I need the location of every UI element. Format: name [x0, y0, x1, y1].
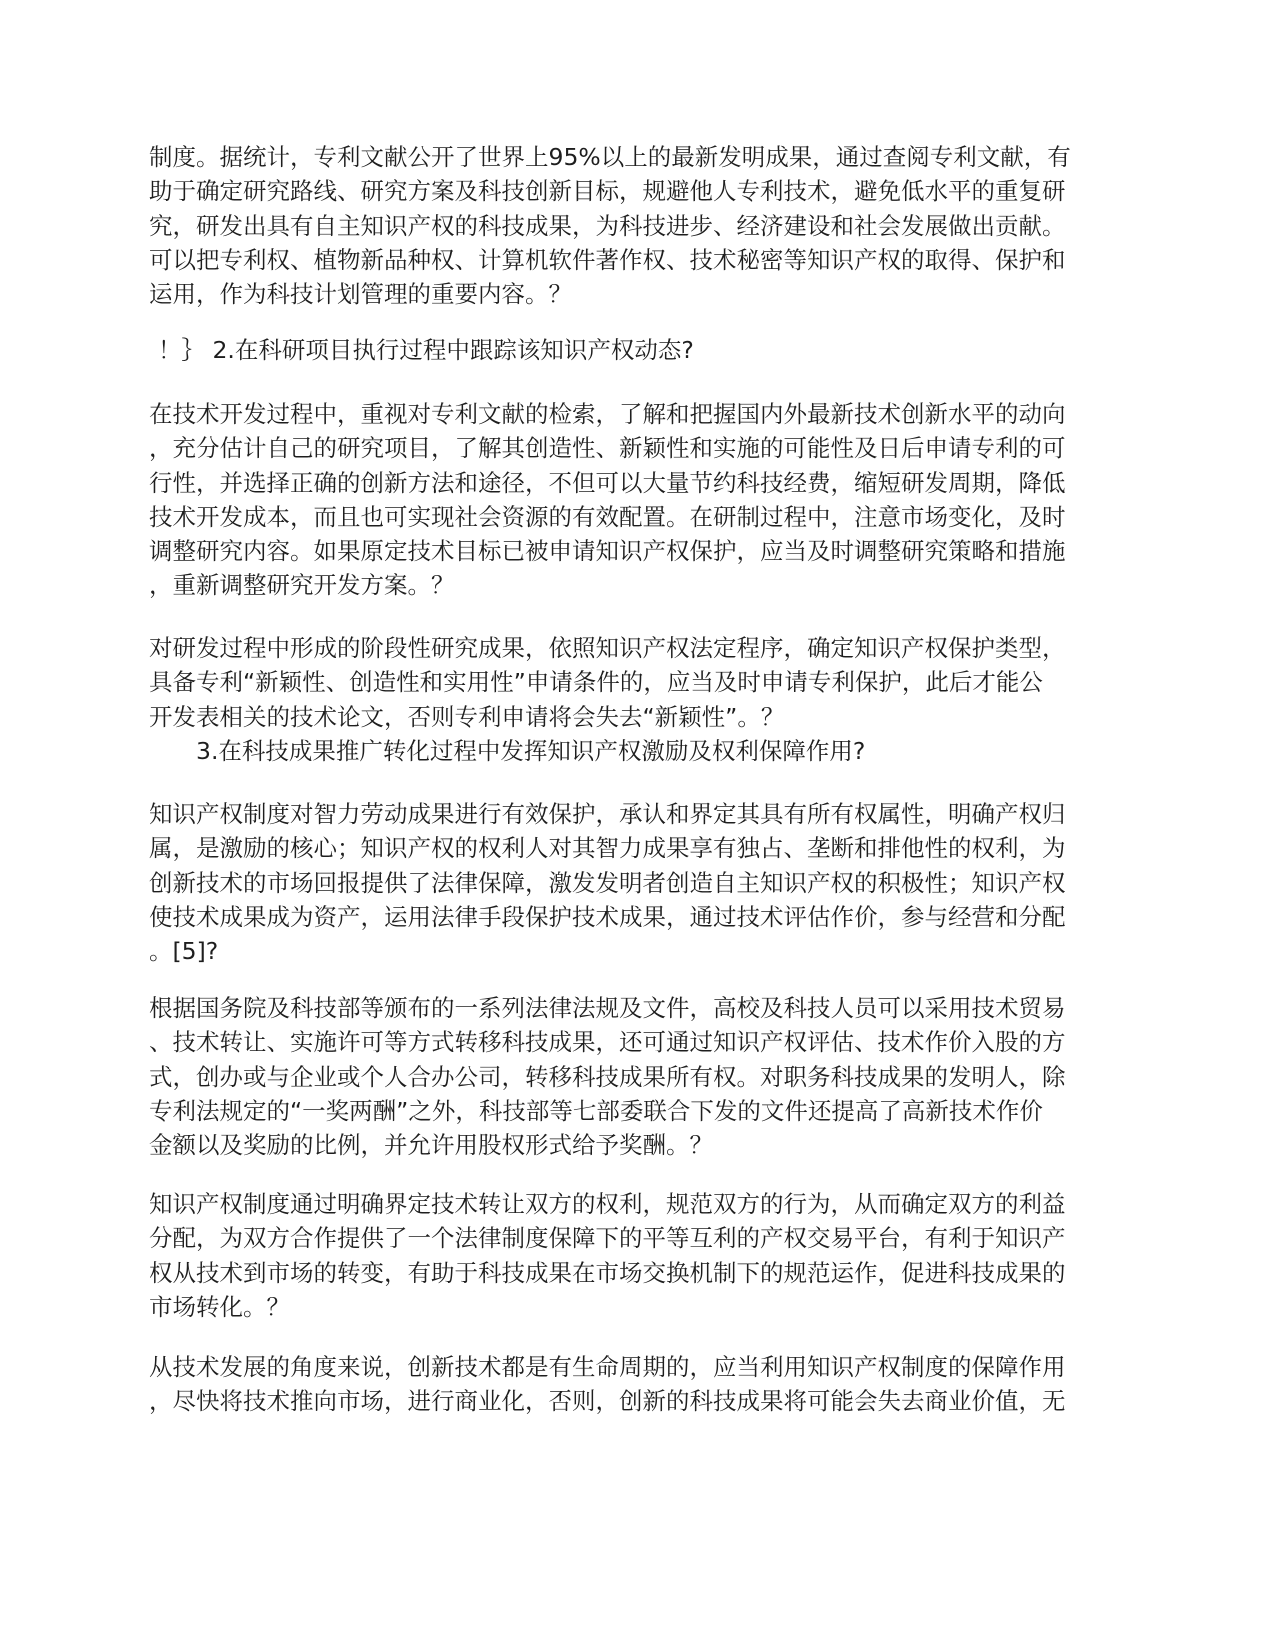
- text-line: 。[5]?: [149, 937, 219, 966]
- text-line: ，充分估计自己的研究项目，了解其创造性、新颖性和实施的可能性及日后申请专利的可: [149, 434, 1066, 463]
- text-line: 制度。据统计，专利文献公开了世界上95%以上的最新发明成果，通过查阅专利文献，有: [149, 143, 1071, 171]
- heading-line: 3.在科技成果推广转化过程中发挥知识产权激励及权利保障作用?: [196, 737, 866, 765]
- paragraph: [149, 140, 1119, 311]
- text-line: 运用，作为科技计划管理的重要内容。？: [149, 280, 572, 309]
- text-line: 对研发过程中形成的阶段性研究成果，依照知识产权法定程序，确定知识产权保护类型，: [149, 634, 1066, 662]
- paragraph: [149, 797, 1119, 968]
- text-line: 专利法规定的“一奖两酬”之外，科技部等七部委联合下发的文件还提高了高新技术作价: [149, 1096, 1043, 1125]
- text-line: 属，是激励的核心；知识产权的权利人对其智力成果享有独占、垄断和排他性的权利，为: [149, 834, 1066, 863]
- section-heading: [158, 333, 1128, 367]
- text-line: 调整研究内容。如果原定技术目标已被申请知识产权保护，应当及时调整研究策略和措施: [149, 537, 1066, 566]
- paragraph: [149, 1350, 1119, 1419]
- text-line: 知识产权制度通过明确界定技术转让双方的权利，规范双方的行为，从而确定双方的利益: [149, 1190, 1066, 1218]
- text-line: 式，创办或与企业或个人合办公司，转移科技成果所有权。对职务科技成果的发明人，除: [149, 1062, 1066, 1091]
- heading-line: ！｝ 2.在科研项目执行过程中跟踪该知识产权动态?: [158, 336, 694, 364]
- text-line: 创新技术的市场回报提供了法律保障，激发发明者创造自主知识产权的积极性；知识产权: [149, 868, 1066, 897]
- text-line: 根据国务院及科技部等颁布的一系列法律法规及文件，高校及科技人员可以采用技术贸易: [149, 994, 1066, 1022]
- paragraph: [149, 991, 1119, 1162]
- text-line: ，尽快将技术推向市场，进行商业化，否则，创新的科技成果将可能会失去商业价值，无: [149, 1387, 1066, 1416]
- text-line: 从技术发展的角度来说，创新技术都是有生命周期的，应当利用知识产权制度的保障作用: [149, 1353, 1066, 1381]
- text-line: 究，研发出具有自主知识产权的科技成果，为科技进步、经济建设和社会发展做出贡献。: [149, 211, 1066, 240]
- text-line: 行性，并选择正确的创新方法和途径，不但可以大量节约科技经费，缩短研发周期，降低: [149, 468, 1066, 497]
- text-line: 权从技术到市场的转变，有助于科技成果在市场交换机制下的规范运作，促进科技成果的: [149, 1258, 1066, 1287]
- text-line: 知识产权制度对智力劳动成果进行有效保护，承认和界定其具有所有权属性，明确产权归: [149, 800, 1066, 828]
- text-line: 金额以及奖励的比例，并允许用股权形式给予奖酬。？: [149, 1131, 713, 1160]
- paragraph: [149, 631, 1119, 734]
- text-line: 具备专利“新颖性、创造性和实用性”申请条件的，应当及时申请专利保护，此后才能公: [149, 668, 1043, 697]
- text-line: 使技术成果成为资产，运用法律手段保护技术成果，通过技术评估作价，参与经营和分配: [149, 902, 1066, 931]
- text-line: 在技术开发过程中，重视对专利文献的检索，了解和把握国内外最新技术创新水平的动向: [149, 400, 1066, 428]
- text-line: 可以把专利权、植物新品种权、计算机软件著作权、技术秘密等知识产权的取得、保护和: [149, 245, 1066, 274]
- paragraph: [149, 397, 1119, 603]
- text-line: 开发表相关的技术论文，否则专利申请将会失去“新颖性”。？: [149, 702, 785, 731]
- text-line: 技术开发成本，而且也可实现社会资源的有效配置。在研制过程中，注意市场变化，及时: [149, 502, 1066, 531]
- text-line: ，重新调整研究开发方案。？: [149, 571, 455, 600]
- paragraph: [149, 1187, 1119, 1324]
- text-line: 助于确定研究路线、研究方案及科技创新目标，规避他人专利技术，避免低水平的重复研: [149, 177, 1066, 206]
- text-line: 分配，为双方合作提供了一个法律制度保障下的平等互利的产权交易平台，有利于知识产: [149, 1224, 1066, 1253]
- section-heading: [196, 734, 1166, 768]
- text-line: 、技术转让、实施许可等方式转移科技成果，还可通过知识产权评估、技术作价入股的方: [149, 1028, 1066, 1057]
- text-line: 市场转化。？: [149, 1292, 290, 1321]
